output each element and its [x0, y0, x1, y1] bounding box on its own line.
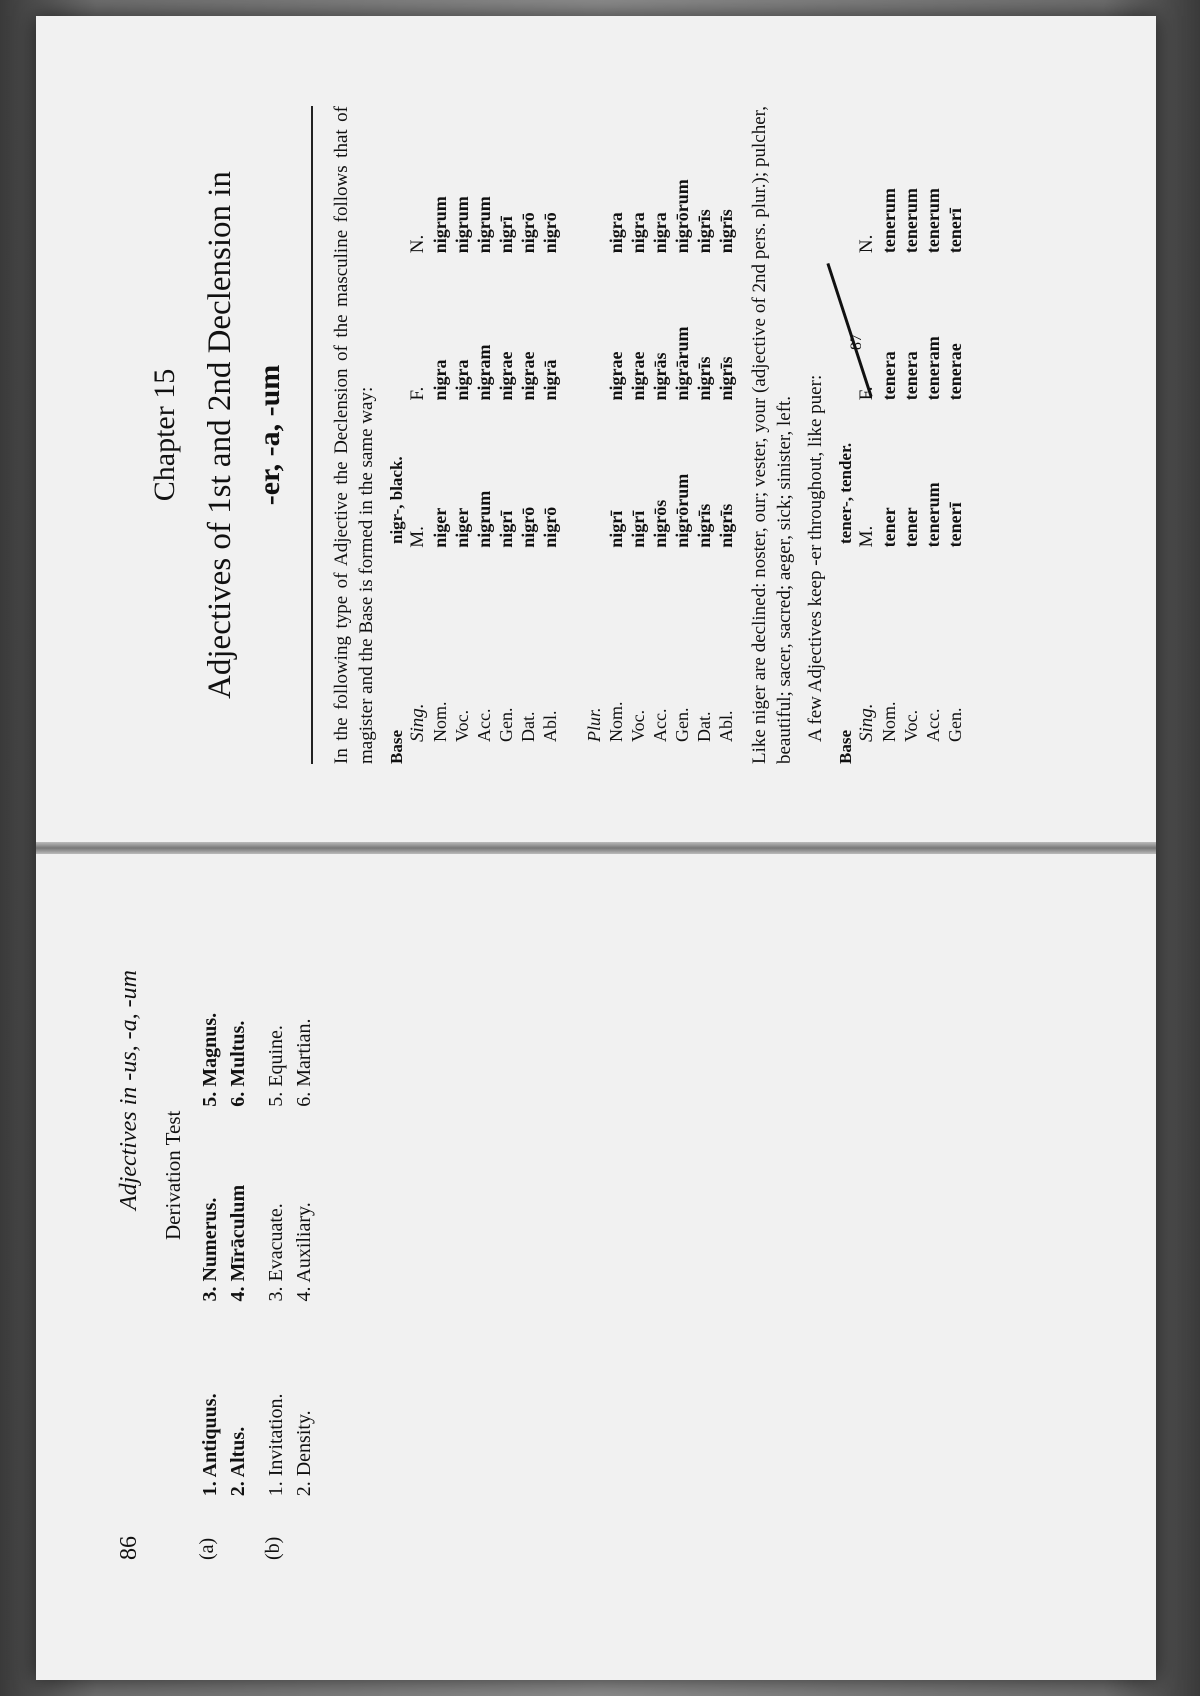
declension-form: tenera [900, 351, 921, 401]
declension-form: nigrā [539, 359, 560, 401]
declension-form: nigrī [627, 510, 648, 548]
vocab-item: 2. Altus. [227, 1426, 249, 1497]
case-label: Nom. [429, 701, 450, 742]
vocab-item: 1. Antiquus. [199, 1393, 221, 1497]
column-header: F. [856, 386, 877, 401]
declension-form: nigrō [517, 506, 538, 548]
declension-form: tenera [878, 351, 899, 401]
table-row [517, 106, 539, 764]
declension-form: tenerum [900, 188, 921, 254]
declension-table-tener [856, 106, 966, 764]
column-header: M. [407, 526, 428, 548]
declension-form: teneram [922, 336, 943, 401]
number-label: Sing. [856, 703, 877, 742]
declension-form: niger [451, 507, 472, 548]
declension-form: tenerī [944, 208, 965, 254]
case-label: Acc. [922, 708, 943, 742]
declension-form: nigrī [605, 510, 626, 548]
declension-form: nigrī [495, 510, 516, 548]
case-label: Gen. [944, 707, 965, 742]
table-row [429, 106, 451, 764]
title-rule [311, 106, 313, 764]
declension-form: nigrō [517, 212, 538, 254]
chapter-title: Adjectives of 1st and 2nd Declension in [202, 171, 238, 699]
declension-form: nigra [627, 212, 648, 254]
vocab-column [262, 912, 318, 1107]
declension-form: nigra [605, 212, 626, 254]
case-label: Nom. [605, 701, 626, 742]
table-row [671, 106, 693, 764]
vocab-item: 6. Martian. [293, 1018, 315, 1107]
number-label: Plur. [583, 707, 604, 742]
case-label: Gen. [495, 707, 516, 742]
running-title: Adjectives in -us, -a, -um [116, 970, 142, 1210]
chapter-number: Chapter 15 [148, 368, 181, 502]
keep-paragraph: A few Adjectives keep -er throughout, like puer: [805, 374, 826, 742]
vocab-item: 1. Invitation. [265, 1393, 287, 1497]
declension-form: nigrīs [715, 209, 736, 254]
declension-form: nigram [473, 344, 494, 401]
declension-form: nigrōs [649, 499, 670, 548]
table-row [473, 106, 495, 764]
table-header-row [856, 106, 878, 764]
table-row [922, 106, 944, 764]
declension-form: niger [429, 507, 450, 548]
declension-form: nigrās [649, 352, 670, 401]
declension-form: nigrae [495, 351, 516, 401]
running-head [116, 912, 143, 1560]
book-spread [36, 16, 1156, 1680]
table-row [878, 106, 900, 764]
case-label: Dat. [517, 711, 538, 742]
base-value: nigr-, black. [387, 456, 406, 544]
base-label: Base [387, 730, 406, 764]
declension-form: tenerum [878, 188, 899, 254]
declension-form: nigrō [539, 212, 560, 254]
vocab-item: 3. Numerus. [199, 1197, 221, 1302]
chapter-subtitle: -er, -a, -um [253, 364, 286, 506]
case-label: Nom. [878, 701, 899, 742]
case-label: Dat. [693, 711, 714, 742]
declension-form: nigrārum [671, 326, 692, 401]
table-row [539, 106, 561, 764]
column-header: N. [856, 234, 877, 254]
table-row [605, 106, 627, 764]
column-header: F. [407, 386, 428, 401]
declension-form: nigrōrum [671, 179, 692, 254]
declension-form: nigrōrum [671, 473, 692, 548]
declension-form: nigrae [517, 351, 538, 401]
declension-form: tener [900, 507, 921, 548]
vocab-item: 5. Equine. [265, 1025, 287, 1107]
vocab-column [196, 1107, 252, 1302]
declension-form: tenerae [944, 343, 965, 401]
table-row [900, 106, 922, 764]
declension-form: nigrī [495, 216, 516, 254]
table-row [649, 106, 671, 764]
case-label: Abl. [539, 710, 560, 742]
group-a [196, 912, 252, 1560]
like-paragraph: Like niger are declined: noster, our; vester, your (adjective of 2nd pers. plur.); pulcher, beautiful; sacer, sacred; aeger, sick; sinister, left. [749, 106, 795, 764]
group-b [262, 912, 318, 1560]
intro-paragraph: In the following type of Adjective the Declension of the masculine follows that of magister and the Base is formed in the same way: [331, 106, 377, 764]
case-label: Acc. [649, 708, 670, 742]
declension-form: nigrīs [715, 356, 736, 401]
vocab-column [196, 1302, 252, 1497]
case-label: Voc. [627, 709, 648, 742]
handwritten-page-number: 87 [848, 334, 865, 350]
base-label: Base [836, 730, 855, 764]
declension-form: nigrīs [693, 503, 714, 548]
declension-table-niger [407, 106, 737, 764]
base-value: tener-, tender. [836, 442, 855, 544]
section-heading: Derivation Test [161, 1110, 185, 1240]
group-label: (b) [262, 1536, 284, 1560]
table-header-row [407, 106, 429, 764]
column-header: M. [856, 525, 877, 548]
vocab-item: 6. Multus. [227, 1020, 249, 1107]
declension-form: tenerum [922, 188, 943, 254]
base-line [836, 106, 856, 764]
table-row [495, 106, 517, 764]
case-label: Acc. [473, 708, 494, 742]
declension-form: tener [878, 507, 899, 548]
table-row [627, 106, 649, 764]
left-page [36, 848, 1156, 1680]
declension-form: tenerī [944, 502, 965, 548]
column-header: N. [407, 234, 428, 254]
vocab-column [262, 1107, 318, 1302]
declension-form: nigrīs [693, 356, 714, 401]
table-row [944, 106, 966, 764]
declension-form: nigrum [473, 490, 494, 548]
table-row [451, 106, 473, 764]
declension-form: nigra [451, 359, 472, 401]
declension-form: nigrae [605, 351, 626, 401]
declension-form: nigrum [451, 196, 472, 254]
page-number: 86 [116, 1536, 142, 1560]
group-label: (a) [196, 1537, 218, 1560]
vocab-item: 4. Auxiliary. [293, 1202, 315, 1302]
vocab-column [262, 1302, 318, 1497]
table-row [693, 106, 715, 764]
vocab-column [196, 912, 252, 1107]
vocab-item: 3. Evacuate. [265, 1203, 287, 1302]
case-label: Voc. [900, 709, 921, 742]
declension-form: nigrō [539, 506, 560, 548]
number-label: Sing. [407, 703, 428, 742]
open-book [36, 16, 1156, 1680]
base-line [387, 106, 407, 764]
case-label: Abl. [715, 710, 736, 742]
declension-form: nigra [429, 359, 450, 401]
declension-form: tenerum [922, 482, 943, 548]
declension-form: nigrae [627, 351, 648, 401]
declension-form: nigrum [429, 196, 450, 254]
declension-form: nigrīs [715, 503, 736, 548]
table-row [715, 106, 737, 764]
case-label: Gen. [671, 707, 692, 742]
right-page [36, 16, 1156, 848]
vocab-item: 4. Mīrāculum [227, 1184, 249, 1302]
case-label: Voc. [451, 709, 472, 742]
table-subheader-row [583, 106, 605, 764]
declension-form: nigra [649, 212, 670, 254]
declension-form: nigrīs [693, 209, 714, 254]
vocab-item: 2. Density. [293, 1410, 315, 1497]
vocab-item: 5. Magnus. [199, 1012, 221, 1107]
declension-form: nigrum [473, 196, 494, 254]
